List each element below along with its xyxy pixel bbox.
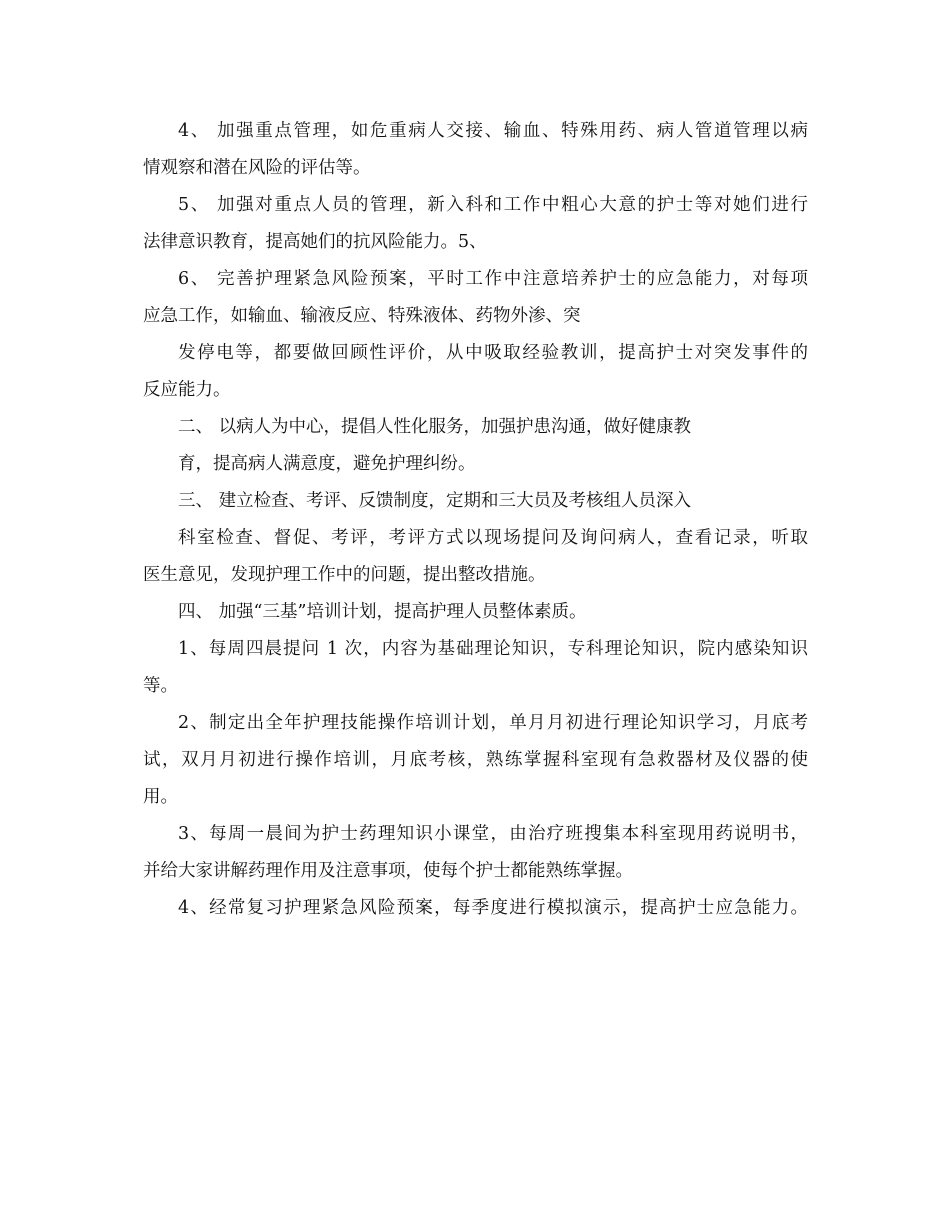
text-line: 三、 建立检查、考评、反馈制度，定期和三大员及考核组人员深入 (178, 491, 692, 511)
text-line: 并给大家讲解药理作用及注意事项，使每个护士都能熟练掌握。 (143, 861, 633, 881)
text-line: 试，双月月初进行操作培训，月底考核，熟练掌握科室现有急救器材及仪器的使 (143, 750, 808, 770)
text-line: 4、 加强重点管理，如危重病人交接、输血、特殊用药、病人管道管理以病 (178, 121, 808, 141)
text-line: 1、每周四晨提问 1 次，内容为基础理论知识，专科理论知识，院内感染知识 (178, 639, 808, 659)
text-line: 应急工作，如输血、输液反应、特殊液体、药物外渗、突 (143, 306, 581, 326)
text-line: 3、每周一晨间为护士药理知识小课堂，由治疗班搜集本科室现用药说明书， (178, 824, 808, 844)
text-line: 4、经常复习护理紧急风险预案，每季度进行模拟演示，提高护士应急能力。 (178, 898, 808, 918)
text-line: 情观察和潜在风险的评估等。 (143, 158, 371, 178)
text-line: 二、 以病人为中心，提倡人性化服务，加强护患沟通，做好健康教 (178, 417, 692, 437)
text-line: 育，提高病人满意度，避免护理纠纷。 (178, 454, 476, 474)
text-line: 反应能力。 (143, 380, 231, 400)
text-line: 发停电等，都要做回顾性评价，从中吸取经验教训，提高护士对突发事件的 (178, 343, 808, 363)
text-line: 2、制定出全年护理技能操作培训计划，单月月初进行理论知识学习，月底考 (178, 713, 808, 733)
document-body (143, 113, 808, 927)
text-line: 医生意见，发现护理工作中的问题，提出整改措施。 (143, 565, 546, 585)
text-line: 科室检查、督促、考评，考评方式以现场提问及询问病人，查看记录，听取 (178, 528, 808, 548)
text-line: 6、 完善护理紧急风险预案，平时工作中注意培养护士的应急能力，对每项 (178, 269, 808, 289)
text-line: 5、 加强对重点人员的管理，新入科和工作中粗心大意的护士等对她们进行 (178, 195, 808, 215)
text-line: 用。 (143, 787, 178, 807)
text-line: 四、 加强“三基”培训计划，提高护理人员整体素质。 (178, 602, 587, 622)
text-line: 法律意识教育，提高她们的抗风险能力。5、 (143, 232, 487, 252)
text-line: 等。 (143, 676, 178, 696)
